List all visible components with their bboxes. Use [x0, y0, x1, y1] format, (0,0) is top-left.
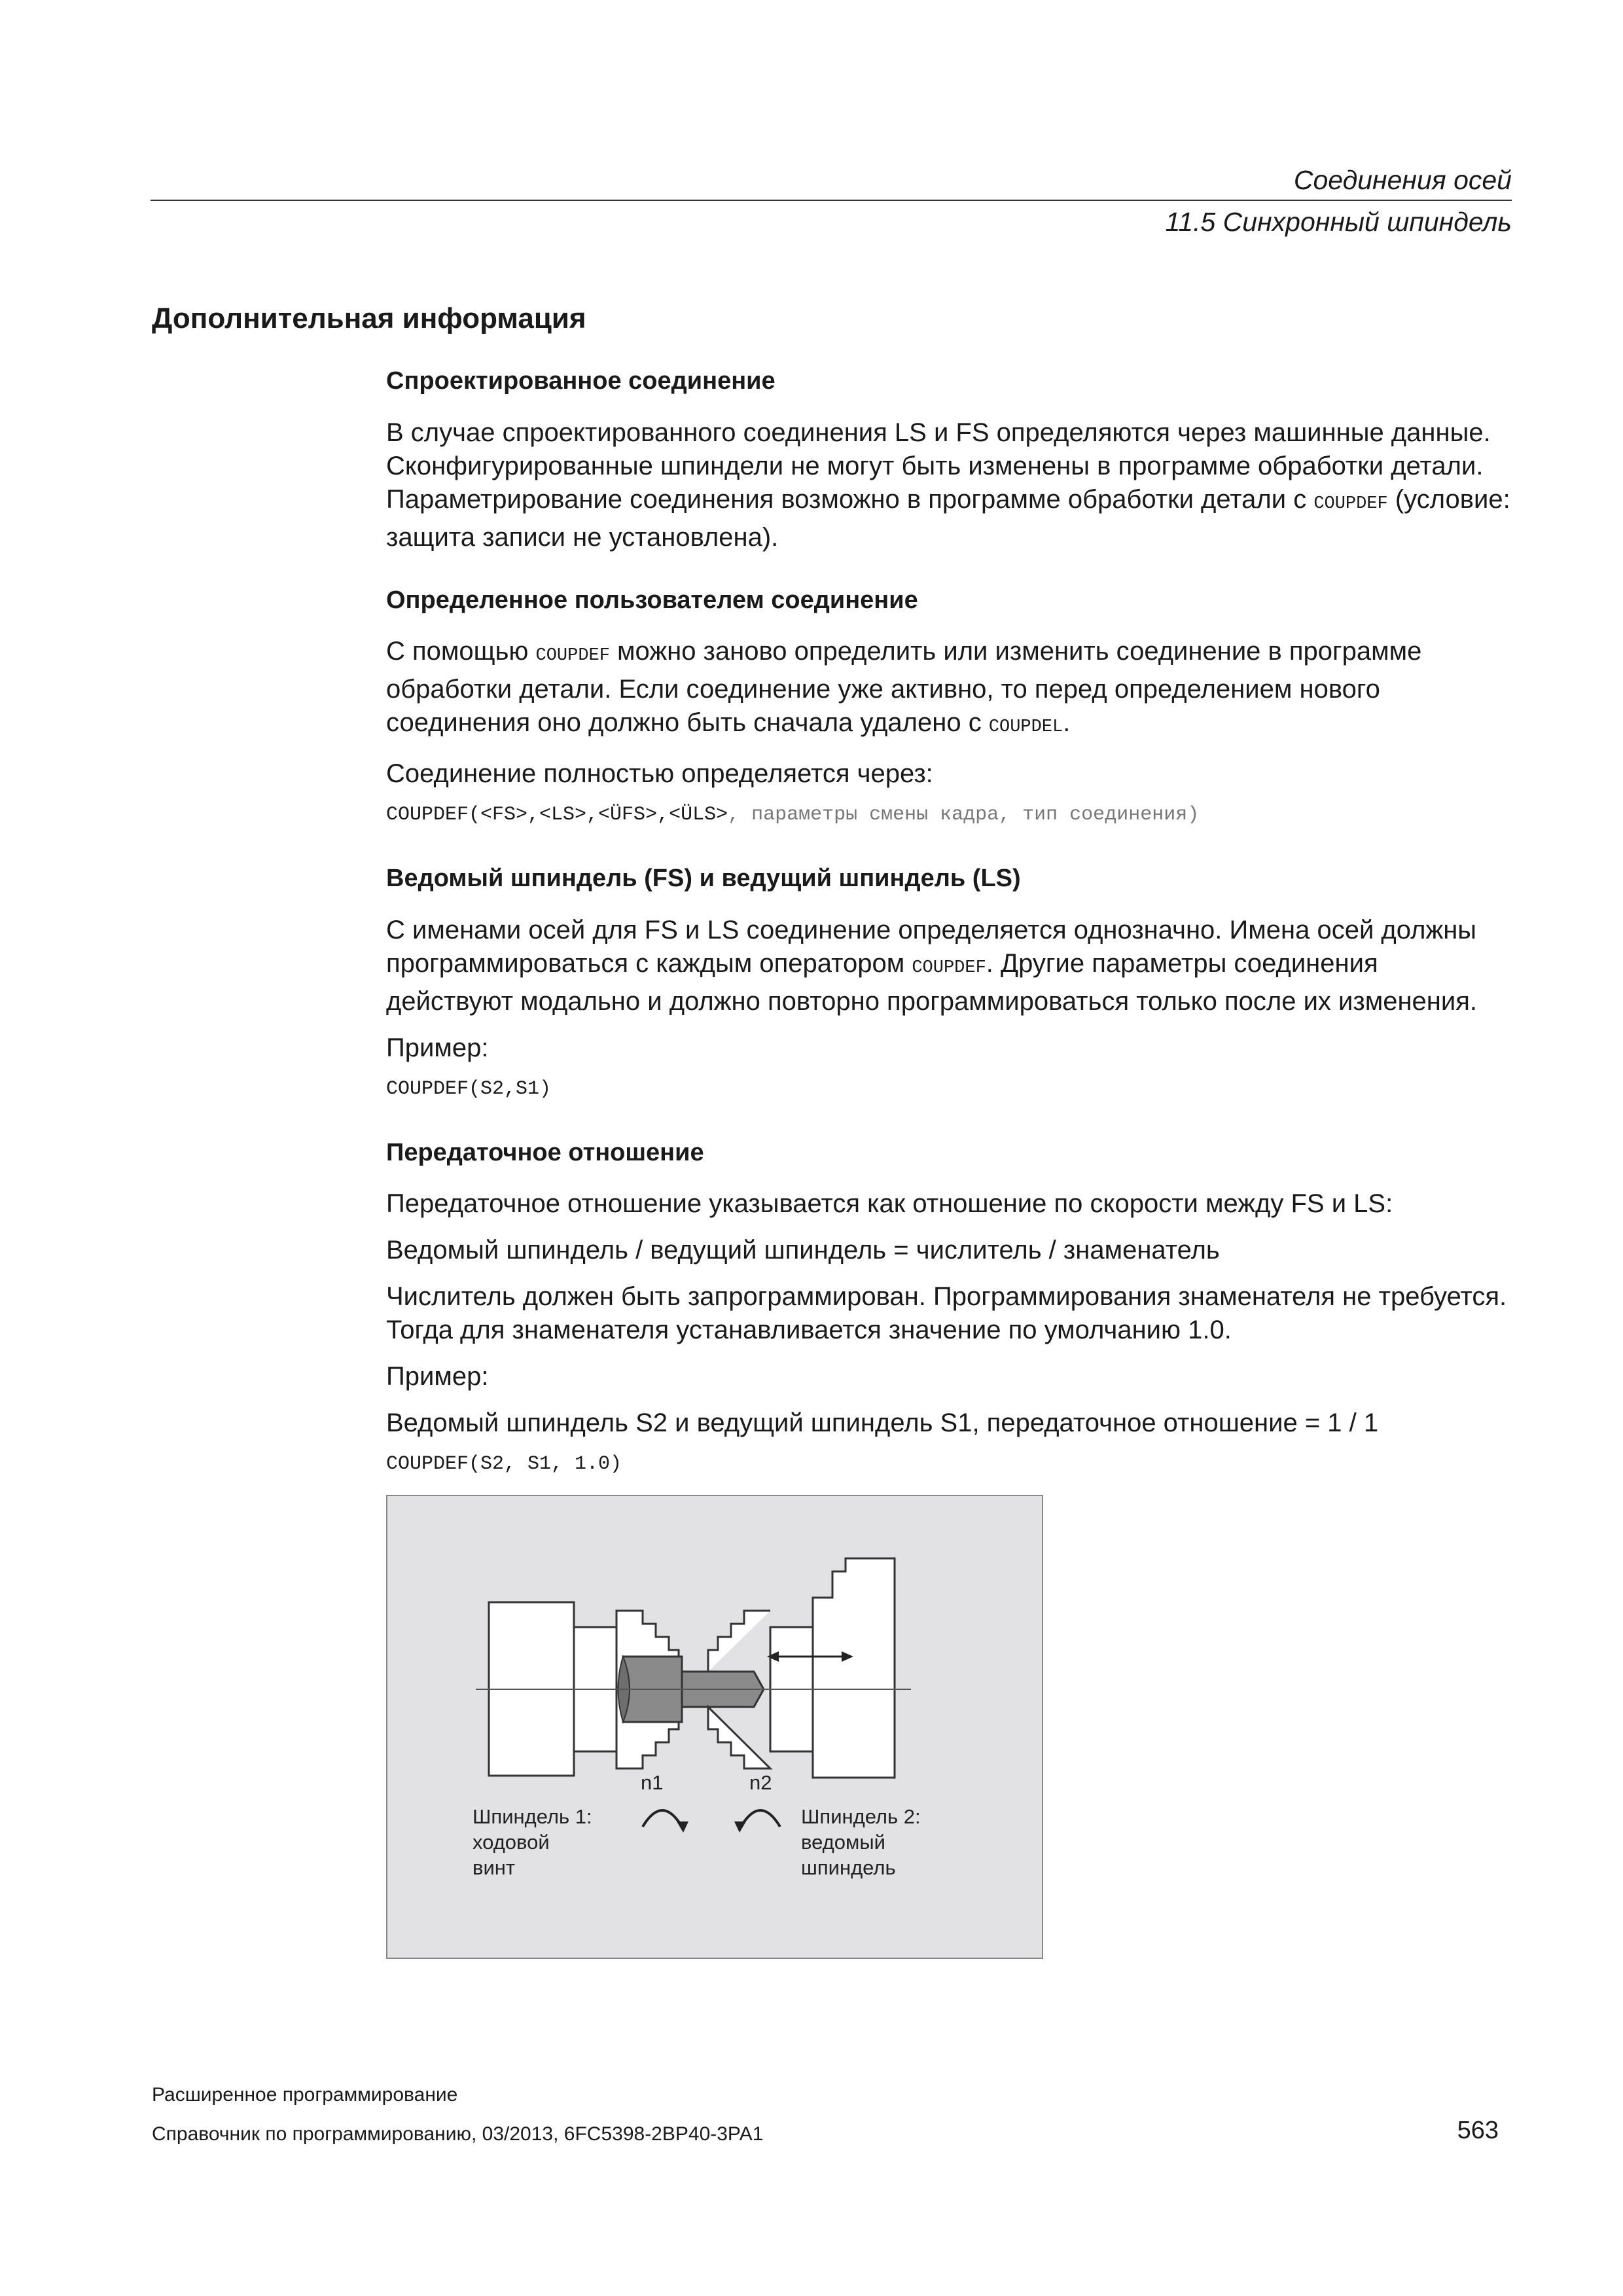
label-line: Шпиндель 1:	[473, 1805, 592, 1829]
n1-label: n1	[641, 1771, 664, 1795]
code-text-params: , параметры смены кадра, тип соединения)	[728, 804, 1200, 827]
page-title: Дополнительная информация	[152, 302, 586, 334]
text: можно заново определить или изменить соединение в программе обработки детали. Если соединение уже активно, то перед определением нового соединения оно должно быть сначала удалено с	[386, 637, 1422, 738]
paragraph-ratio-3: Числитель должен быть запрограммирован. Программирования знаменателя не требуется. Тогда для знаменателя устанавливается значение по умолчанию 1.0.	[386, 1282, 1507, 1345]
text: (условие: защита записи не установлена).	[386, 484, 1510, 552]
spindle-diagram	[387, 1496, 1042, 1958]
label-line: винт	[473, 1856, 516, 1880]
header-chapter: Соединения осей	[1293, 165, 1512, 195]
label-line: шпиндель	[801, 1856, 896, 1880]
spindle1-label	[473, 1804, 592, 1880]
page-number: 563	[1457, 2117, 1499, 2144]
section-heading-configured: Спроектированное соединение	[386, 367, 776, 395]
label-line: ведомый	[801, 1831, 885, 1854]
section-heading-ratio: Передаточное отношение	[386, 1138, 704, 1166]
paragraph-ratio-1: Передаточное отношение указывается как отношение по скорости между FS и LS:	[386, 1189, 1393, 1219]
text: .	[1063, 708, 1071, 738]
paragraph-user-defined	[386, 635, 1512, 744]
footer-book-title: Расширенное программирование	[152, 2084, 458, 2106]
n2-label: n2	[749, 1771, 772, 1795]
footer-reference: Справочник по программированию, 03/2013, 6FC5398-2BP40-3PA1	[152, 2123, 764, 2145]
code-inline: COUPDEL	[988, 717, 1063, 738]
text: . Другие параметры соединения действуют модально и должно повторно программироваться только после их изменения.	[386, 948, 1477, 1016]
section-heading-user-defined: Определенное пользователем соединение	[386, 586, 918, 614]
text: С помощью	[386, 637, 536, 666]
code-block-example-2: COUPDEF(S2, S1, 1.0)	[386, 1453, 622, 1476]
text: В случае спроектированного соединения LS и FS определяются через машинные данные. Сконфигурированные шпиндели не могут быть изменены в программе обработки детали. Параметрирование соединения возможно в программе обработки детали с	[386, 418, 1491, 514]
label-line: Шпиндель 2:	[801, 1805, 921, 1829]
main-content	[386, 367, 1512, 1959]
header-section: 11.5 Синхронный шпиндель	[1165, 207, 1512, 237]
example-label: Пример:	[386, 1362, 489, 1391]
code-block-example-1: COUPDEF(S2,S1)	[386, 1077, 552, 1100]
code-inline: COUPDEF	[912, 958, 986, 978]
spindle-figure	[386, 1495, 1043, 1959]
spindle2-label	[801, 1804, 921, 1880]
label-line: ходовой	[473, 1831, 550, 1854]
paragraph-ratio-2: Ведомый шпиндель / ведущий шпиндель = числитель / знаменатель	[386, 1236, 1220, 1265]
paragraph-defined-via: Соединение полностью определяется через:	[386, 759, 933, 789]
code-inline: COUPDEF	[535, 646, 610, 666]
example-label: Пример:	[386, 1033, 489, 1062]
code-block-syntax	[386, 804, 1512, 826]
text: С именами осей для FS и LS соединение определяется однозначно. Имена осей должны программироваться с каждым оператором	[386, 915, 1477, 978]
paragraph-configured	[386, 416, 1512, 554]
section-heading-fs-ls: Ведомый шпиндель (FS) и ведущий шпиндель (LS)	[386, 865, 1021, 893]
code-inline: COUPDEF	[1313, 493, 1388, 514]
paragraph-fs-ls	[386, 914, 1512, 1018]
header-rule	[151, 200, 1512, 201]
code-text: COUPDEF(<FS>,<LS>,<ÜFS>,<ÜLS>	[386, 804, 728, 827]
paragraph-ratio-4: Ведомый шпиндель S2 и ведущий шпиндель S1, передаточное отношение = 1 / 1	[386, 1408, 1379, 1438]
